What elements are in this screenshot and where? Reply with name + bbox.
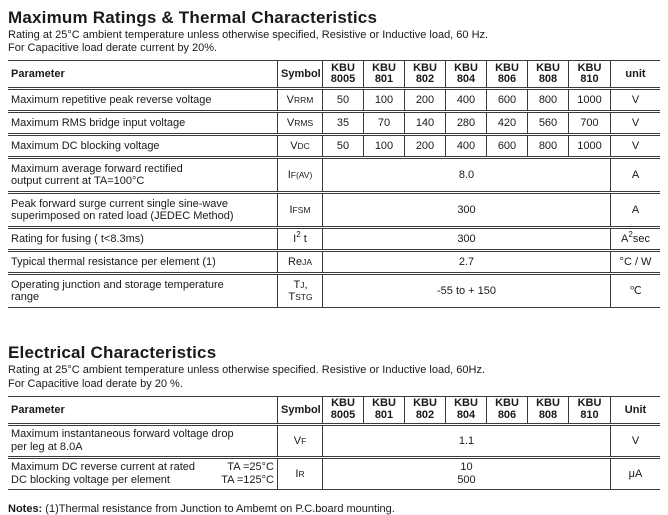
symbol-cell: IF(AV) bbox=[277, 158, 322, 192]
col-header-kbu8005: KBU 8005 bbox=[322, 60, 363, 88]
table-row-vf bbox=[8, 425, 660, 457]
section-electrical-characteristics bbox=[8, 343, 660, 490]
value-cell: 800 bbox=[527, 89, 568, 111]
param-cell: Rating for fusing ( t<8.3ms) bbox=[8, 228, 277, 250]
param-cell: Maximum DC reverse current at rated TA =25°C DC blocking voltage per element TA =125°C bbox=[8, 458, 277, 490]
max-ratings-table bbox=[8, 59, 660, 309]
unit-cell: V bbox=[610, 425, 660, 457]
unit-cell: V bbox=[610, 112, 660, 134]
unit-cell: $A^2\sec$ bbox=[610, 228, 660, 250]
col-header-kbu801: KBU 801 bbox=[363, 60, 404, 88]
value-cell: 140 bbox=[404, 112, 445, 134]
col-header-kbu804: KBU 804 bbox=[445, 396, 486, 424]
unit-cell: V bbox=[610, 135, 660, 157]
col-header-kbu804: KBU 804 bbox=[445, 60, 486, 88]
section-maximum-ratings bbox=[8, 8, 660, 309]
merged-value-cell: -55 to + 150 bbox=[322, 274, 610, 308]
col-header-parameter: Parameter bbox=[8, 396, 277, 424]
table-row-ir bbox=[8, 458, 660, 490]
table-row-rthja bbox=[8, 251, 660, 273]
symbol-cell: TJ, TSTG bbox=[277, 274, 322, 308]
symbol-cell: $I^2$ t bbox=[277, 228, 322, 250]
value-cell: 400 bbox=[445, 135, 486, 157]
col-header-kbu802: KBU 802 bbox=[404, 396, 445, 424]
merged-value-cell: 8.0 bbox=[322, 158, 610, 192]
col-header-kbu802: KBU 802 bbox=[404, 60, 445, 88]
notes-label: Notes: bbox=[8, 502, 43, 515]
section-subtitle-line2: For Capacitive load derate by 20 %. bbox=[8, 377, 183, 390]
unit-cell: ℃ bbox=[610, 274, 660, 308]
col-header-kbu810: KBU 810 bbox=[568, 396, 610, 424]
value-cell: 600 bbox=[486, 135, 527, 157]
col-header-kbu808: KBU 808 bbox=[527, 396, 568, 424]
value-cell: 400 bbox=[445, 89, 486, 111]
param-cell: Peak forward surge current single sine-wave superimposed on rated load (JEDEC Method) bbox=[8, 193, 277, 227]
value-cell: 1000 bbox=[568, 89, 610, 111]
value-cell: 800 bbox=[527, 135, 568, 157]
col-header-unit: Unit bbox=[610, 396, 660, 424]
symbol-cell: VF bbox=[277, 425, 322, 457]
table-header-row bbox=[8, 60, 660, 88]
unit-cell: A bbox=[610, 193, 660, 227]
symbol-cell: VDC bbox=[277, 135, 322, 157]
col-header-kbu801: KBU 801 bbox=[363, 396, 404, 424]
table-row-ifsm bbox=[8, 193, 660, 227]
unit-cell: °C / W bbox=[610, 251, 660, 273]
param-cell: Maximum DC blocking voltage bbox=[8, 135, 277, 157]
section-title: Electrical Characteristics bbox=[8, 343, 217, 363]
col-header-symbol: Symbol bbox=[277, 396, 322, 424]
table-row-i2t bbox=[8, 228, 660, 250]
notes-line bbox=[8, 503, 660, 515]
value-cell: 100 bbox=[363, 89, 404, 111]
merged-value-cell: 1.1 bbox=[322, 425, 610, 457]
col-header-kbu806: KBU 806 bbox=[486, 396, 527, 424]
col-header-parameter: Parameter bbox=[8, 60, 277, 88]
symbol-cell: ReJA bbox=[277, 251, 322, 273]
merged-value-cell: 10 500 bbox=[322, 458, 610, 490]
value-cell: 200 bbox=[404, 89, 445, 111]
merged-value-cell: 2.7 bbox=[322, 251, 610, 273]
table-row-vrms bbox=[8, 112, 660, 134]
col-header-symbol: Symbol bbox=[277, 60, 322, 88]
param-cell: Typical thermal resistance per element (1) bbox=[8, 251, 277, 273]
notes-text: (1)Thermal resistance from Junction to Ambemt on P.C.board mounting. bbox=[42, 502, 395, 515]
symbol-cell: VRRM bbox=[277, 89, 322, 111]
value-cell: 70 bbox=[363, 112, 404, 134]
col-header-kbu806: KBU 806 bbox=[486, 60, 527, 88]
table-header-row bbox=[8, 396, 660, 424]
col-header-kbu810: KBU 810 bbox=[568, 60, 610, 88]
table-row-tj-tstg bbox=[8, 274, 660, 308]
merged-value-cell: 300 bbox=[322, 228, 610, 250]
symbol-cell: IR bbox=[277, 458, 322, 490]
value-cell: 700 bbox=[568, 112, 610, 134]
value-cell: 200 bbox=[404, 135, 445, 157]
param-cell: Operating junction and storage temperature range bbox=[8, 274, 277, 308]
merged-value-cell: 300 bbox=[322, 193, 610, 227]
value-cell: 35 bbox=[322, 112, 363, 134]
section-subtitle-line1: Rating at 25°C ambient temperature unless otherwise specified. Resistive or Inductive load, 60Hz. bbox=[8, 364, 486, 377]
param-cell: Maximum average forward rectified output current at TA=100°C bbox=[8, 158, 277, 192]
unit-cell: μA bbox=[610, 458, 660, 490]
table-row-vrrm bbox=[8, 89, 660, 111]
value-cell: 50 bbox=[322, 135, 363, 157]
symbol-cell: VRMS bbox=[277, 112, 322, 134]
value-cell: 100 bbox=[363, 135, 404, 157]
col-header-kbu8005: KBU 8005 bbox=[322, 396, 363, 424]
param-cell: Maximum instantaneous forward voltage drop per leg at 8.0A bbox=[8, 425, 277, 457]
value-cell: 600 bbox=[486, 89, 527, 111]
symbol-cell: IFSM bbox=[277, 193, 322, 227]
table-row-ifav bbox=[8, 158, 660, 192]
section-subtitle-line1: Rating at 25°C ambient temperature unless otherwise specified, Resistive or Inductive load, 60 Hz. bbox=[8, 29, 489, 41]
param-cell: Maximum RMS bridge input voltage bbox=[8, 112, 277, 134]
value-cell: 420 bbox=[486, 112, 527, 134]
unit-cell: A bbox=[610, 158, 660, 192]
value-cell: 560 bbox=[527, 112, 568, 134]
table-row-vdc bbox=[8, 135, 660, 157]
param-cell: Maximum repetitive peak reverse voltage bbox=[8, 89, 277, 111]
section-title: Maximum Ratings & Thermal Characteristics bbox=[8, 8, 378, 27]
value-cell: 1000 bbox=[568, 135, 610, 157]
value-cell: 50 bbox=[322, 89, 363, 111]
section-subtitle-line2: For Capacitive load derate current by 20%. bbox=[8, 42, 218, 55]
col-header-unit: unit bbox=[610, 60, 660, 88]
value-cell: 280 bbox=[445, 112, 486, 134]
unit-cell: V bbox=[610, 89, 660, 111]
col-header-kbu808: KBU 808 bbox=[527, 60, 568, 88]
electrical-characteristics-table bbox=[8, 395, 660, 491]
